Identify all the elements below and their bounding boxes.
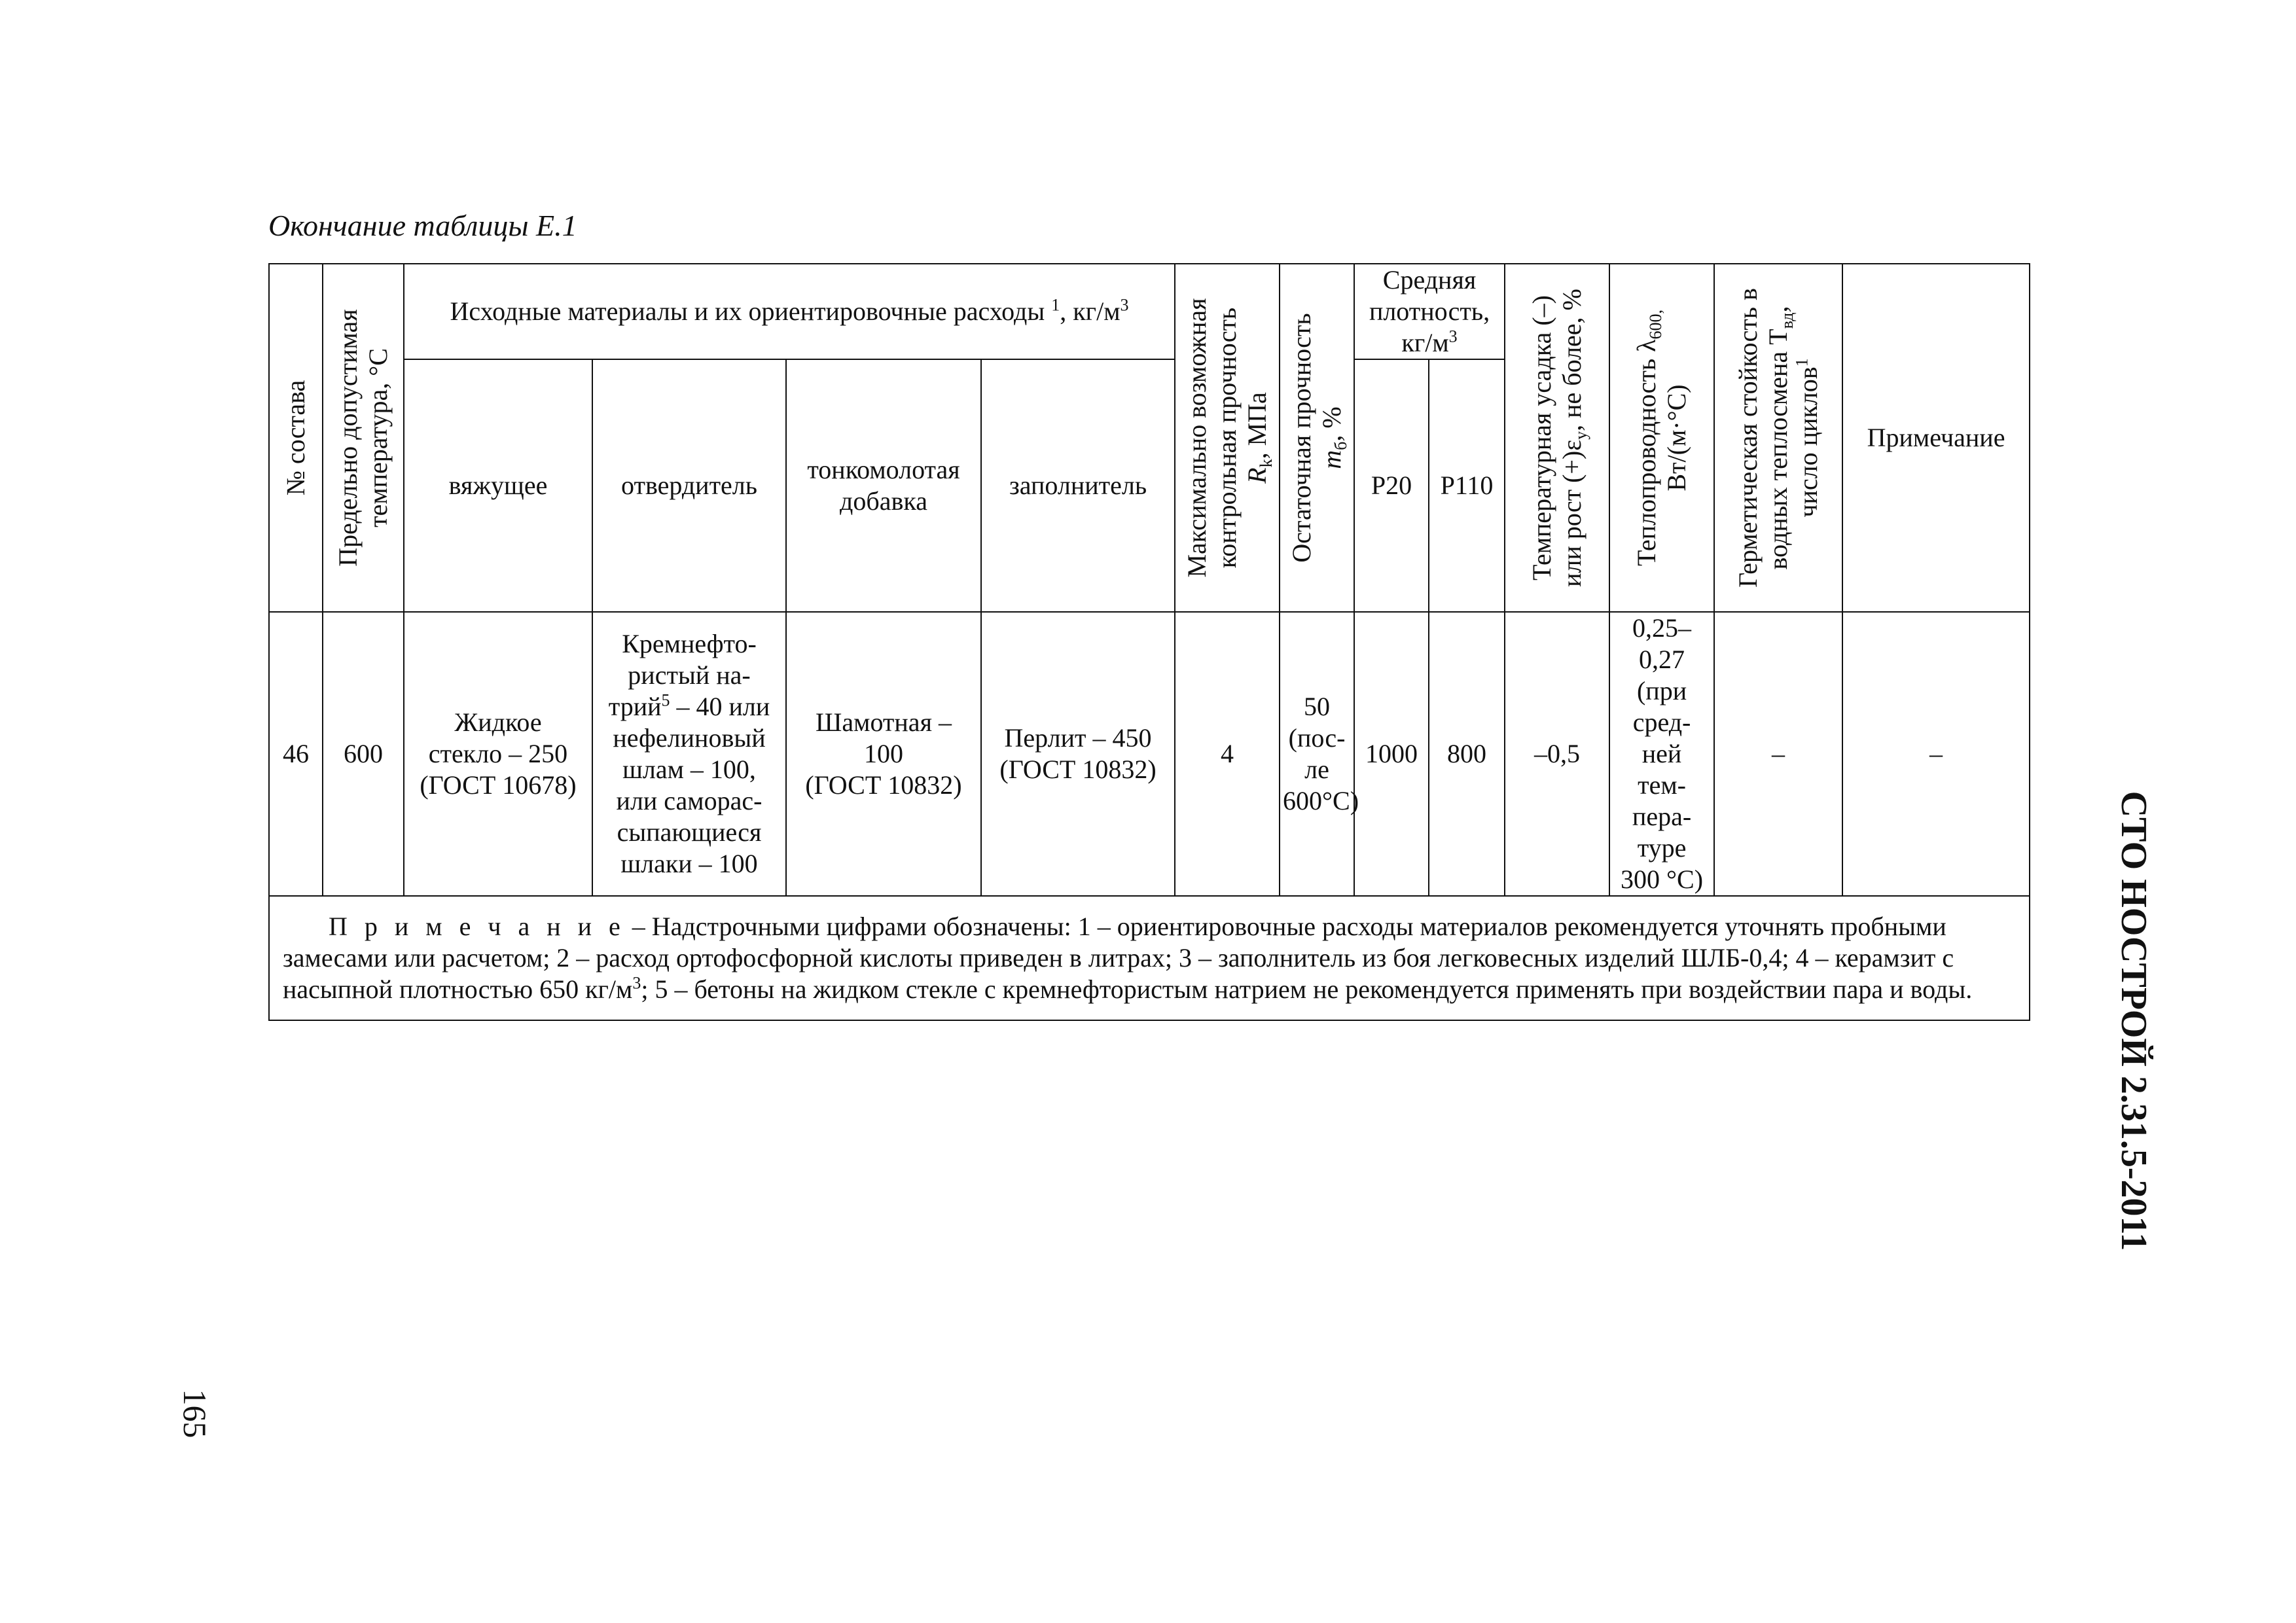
- hermetic-sup: 1: [1792, 358, 1812, 367]
- density-unit: кг/м: [1401, 328, 1449, 357]
- shrink-line2a: или рост (+)ε: [1557, 439, 1587, 587]
- residual-symbol-sub: б: [1331, 441, 1351, 450]
- note-text-part2: ; 5 – бетоны на жидком стекле с кремнефтористым натрием не рекомендуется применять при воздействии пара и воды.: [641, 974, 1973, 1004]
- cell-hardener: [592, 612, 786, 896]
- header-thermal-shrinkage: [1505, 264, 1609, 612]
- materials-group-unit-sup: 3: [1120, 295, 1129, 315]
- note-label: П р и м е ч а н и е: [329, 912, 626, 941]
- density-line2: плотность,: [1369, 296, 1490, 326]
- header-binder: вяжущее: [404, 359, 592, 612]
- max-strength-symbol: R: [1242, 467, 1272, 484]
- shrink-sub: у: [1571, 431, 1591, 440]
- header-additive: тонкомолотая добавка: [786, 359, 981, 612]
- cell-binder: Жидкое стекло – 250 (ГОСТ 10678): [404, 612, 592, 896]
- header-max-temperature: [323, 264, 404, 612]
- density-line1: Средняя: [1382, 265, 1477, 294]
- max-strength-line2: контрольная прочность: [1212, 307, 1242, 569]
- header-materials-group: [404, 264, 1175, 359]
- materials-table: [268, 263, 2030, 1021]
- table-caption: Окончание таблицы Е.1: [268, 209, 577, 242]
- header-composition-no-text: № состава: [281, 380, 310, 496]
- table-note: [269, 896, 2030, 1020]
- header-residual-strength: [1280, 264, 1354, 612]
- cell-thermal-shrinkage: –0,5: [1505, 612, 1609, 896]
- note-sup: 3: [632, 973, 641, 993]
- hermetic-sub: вд: [1778, 312, 1797, 329]
- hermetic-line2b: ,: [1763, 306, 1793, 313]
- note-text-part1: – Надстрочными цифрами обозначены: 1 – ориентировочные расходы материалов рекомендуется уточнять пробными замесами или расчетом; 2 – расход ортофосфорной кислоты приведен в литрах; 3 – заполнитель из боя легковесных изделий ШЛБ-0,4; 4 – керамзит с насыпной плотностью 650 кг/м: [283, 912, 1954, 1004]
- cell-remark: –: [1842, 612, 2030, 896]
- header-remark-text: Примечание: [1867, 423, 2005, 452]
- hermetic-line2a: водных теплосмена T: [1763, 329, 1793, 570]
- materials-group-text: Исходные материалы и их ориентировочные расходы: [450, 296, 1045, 326]
- cell-composition-no: 46: [269, 612, 323, 896]
- residual-line1: Остаточная прочность: [1287, 313, 1317, 563]
- header-composition-no: [269, 264, 323, 612]
- page-number: 165: [177, 1389, 213, 1438]
- header-thermal-conductivity: [1609, 264, 1714, 612]
- cell-filler: Перлит – 450 (ГОСТ 10832): [981, 612, 1175, 896]
- max-strength-symbol-sub: k: [1257, 459, 1276, 468]
- shrink-line1: Температурная усадка (–): [1527, 295, 1557, 580]
- materials-group-sup: 1: [1051, 295, 1060, 315]
- header-p20: Р20: [1354, 359, 1429, 612]
- thermal-sub: 600,: [1646, 309, 1666, 340]
- materials-group-unit: , кг/м: [1060, 296, 1121, 326]
- shrink-line2b: , не более, %: [1557, 289, 1587, 431]
- cell-hermetic-resistance: –: [1714, 612, 1842, 896]
- hermetic-line3: число циклов: [1793, 366, 1823, 518]
- cell-hardener-a: Кремнефто- ристый на- трий: [608, 629, 757, 721]
- thermal-line1: Теплопроводность λ: [1632, 339, 1662, 567]
- cell-p20: 1000: [1354, 612, 1429, 896]
- cell-thermal-conductivity: 0,25– 0,27 (при сред- ней тем- пера- туре 300 °С): [1609, 612, 1714, 896]
- header-hardener: отвердитель: [592, 359, 786, 612]
- header-p110: Р110: [1429, 359, 1505, 612]
- cell-p110: 800: [1429, 612, 1505, 896]
- cell-hardener-sup: 5: [661, 690, 670, 710]
- cell-temperature: 600: [323, 612, 404, 896]
- residual-symbol: m: [1317, 450, 1347, 469]
- cell-additive: Шамотная – 100 (ГОСТ 10832): [786, 612, 981, 896]
- header-max-temperature-text: Предельно допустимая температура, °С: [333, 309, 393, 567]
- header-hermetic-resistance: [1714, 264, 1842, 612]
- thermal-line2: Вт/(м·°С): [1662, 384, 1692, 491]
- max-strength-line1: Максимально возможная: [1182, 298, 1212, 578]
- header-remark: [1842, 264, 2030, 612]
- header-density-group: [1354, 264, 1505, 359]
- cell-max-strength: 4: [1175, 612, 1280, 896]
- header-filler: заполнитель: [981, 359, 1175, 612]
- cell-hardener-b: – 40 или нефелиновый шлам – 100, или саморас- сыпающиеся шлаки – 100: [613, 692, 770, 878]
- header-max-strength: [1175, 264, 1280, 612]
- document-standard-title: СТО НОСТРОЙ 2.31.5-2011: [2113, 791, 2154, 1251]
- cell-residual-strength: 50 (пос- ле 600°С): [1280, 612, 1354, 896]
- max-strength-unit: , МПа: [1242, 392, 1272, 459]
- density-unit-sup: 3: [1448, 327, 1458, 346]
- hermetic-line1: Герметическая стойкость в: [1733, 288, 1763, 588]
- residual-unit: , %: [1317, 406, 1347, 442]
